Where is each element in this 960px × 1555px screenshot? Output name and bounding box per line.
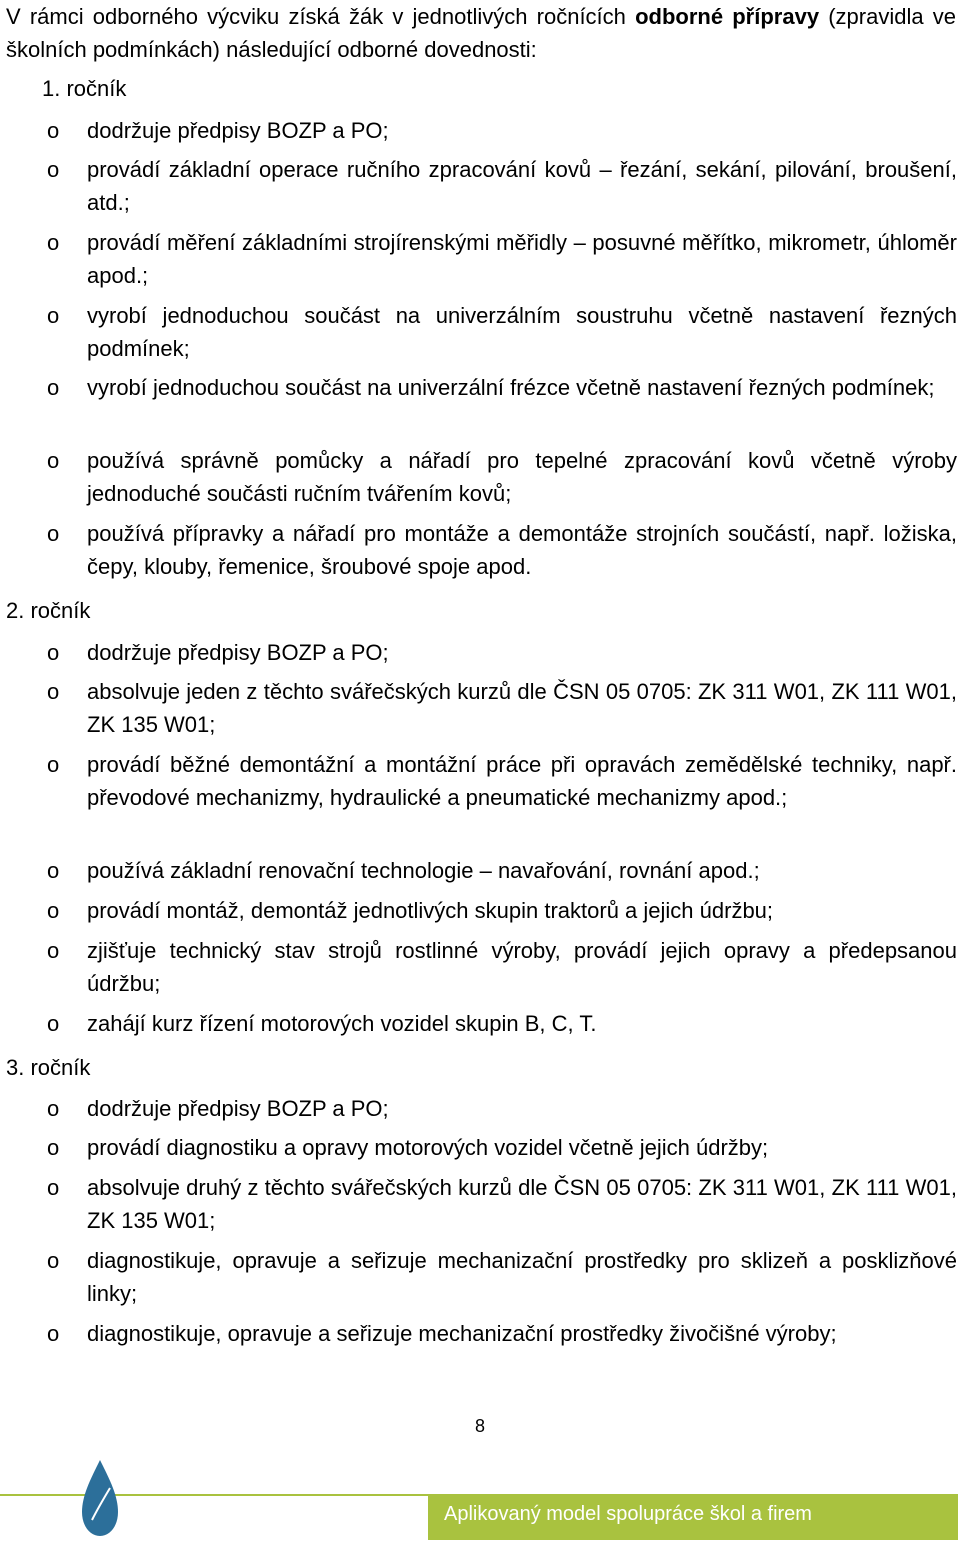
list-item: o používá základní renovační technologie – navařování, rovnání apod.;	[47, 854, 957, 887]
bullet-marker: o	[47, 679, 60, 704]
bullet-marker: o	[47, 521, 60, 546]
list-item: o dodržuje předpisy BOZP a PO;	[47, 636, 957, 669]
list-item: o zjišťuje technický stav strojů rostlinné výroby, provádí jejich opravy a předepsanou údržbu;	[47, 934, 957, 1000]
list-item: o diagnostikuje, opravuje a seřizuje mechanizační prostředky živočišné výroby;	[47, 1317, 957, 1350]
bullet-marker: o	[47, 1175, 60, 1200]
bullet-marker: o	[47, 1135, 60, 1160]
footer-divider	[0, 1494, 428, 1496]
list-item: o zahájí kurz řízení motorových vozidel skupin B, C, T.	[47, 1007, 957, 1040]
list-item: o vyrobí jednoduchou součást na univerzálním soustruhu včetně nastavení řezných podmínek;	[47, 299, 957, 365]
list-item: o provádí měření základními strojírenskými měřidly – posuvné měřítko, mikrometr, úhloměr apod.;	[47, 226, 957, 292]
bullet-marker: o	[47, 938, 60, 963]
list-item: o diagnostikuje, opravuje a seřizuje mechanizační prostředky pro sklizeň a posklizňové linky;	[47, 1244, 957, 1310]
list-item: o provádí diagnostiku a opravy motorových vozidel včetně jejich údržby;	[47, 1131, 957, 1164]
bullet-marker: o	[47, 858, 60, 883]
list-item: o dodržuje předpisy BOZP a PO;	[47, 1092, 957, 1125]
list-item: o používá přípravky a nářadí pro montáže a demontáže strojních součástí, např. ložiska, čepy, klouby, řemenice, šroubové spoje apod.	[47, 517, 957, 583]
bullet-marker: o	[47, 157, 60, 182]
list-item: o vyrobí jednoduchou součást na univerzální frézce včetně nastavení řezných podmínek;	[47, 371, 957, 404]
bullet-marker: o	[47, 230, 60, 255]
bullet-marker: o	[47, 118, 60, 143]
footer-bar	[428, 1494, 958, 1540]
bullet-marker: o	[47, 1096, 60, 1121]
bullet-marker: o	[47, 375, 60, 400]
bullet-marker: o	[47, 1248, 60, 1273]
list-item: o provádí běžné demontážní a montážní práce při opravách zemědělské techniky, např. převodové mechanizmy, hydraulické a pneumatické mechanizmy apod.;	[47, 748, 957, 814]
bullet-marker: o	[47, 1011, 60, 1036]
list-item: o provádí základní operace ručního zpracování kovů – řezání, sekání, pilování, broušení, atd.;	[47, 153, 957, 219]
list-item: o dodržuje předpisy BOZP a PO;	[47, 114, 957, 147]
list-item: o provádí montáž, demontáž jednotlivých skupin traktorů a jejich údržbu;	[47, 894, 957, 927]
list-item: o absolvuje jeden z těchto svářečských kurzů dle ČSN 05 0705: ZK 311 W01, ZK 111 W01, ZK 135 W01;	[47, 675, 957, 741]
bullet-marker: o	[47, 448, 60, 473]
intro-text-before: V rámci odborného výcviku získá žák v jednotlivých ročnících	[6, 4, 636, 29]
list-item: o absolvuje druhý z těchto svářečských kurzů dle ČSN 05 0705: ZK 311 W01, ZK 111 W01, ZK 135 W01;	[47, 1171, 957, 1237]
page-number: 8	[474, 1416, 485, 1436]
list-item: o používá správně pomůcky a nářadí pro tepelné zpracování kovů včetně výroby jednoduché součásti ručním tvářením kovů;	[47, 444, 957, 510]
year-3-heading: 3. ročník	[6, 1055, 91, 1080]
intro-text-bold: odborné přípravy	[635, 4, 820, 29]
footer-text: Aplikovaný model spolupráce škol a firem	[444, 1503, 812, 1525]
year-2-heading: 2. ročník	[6, 598, 91, 623]
bullet-marker: o	[47, 1321, 60, 1346]
year-1-heading: 1. ročník	[42, 76, 127, 101]
bullet-marker: o	[47, 303, 60, 328]
bullet-marker: o	[47, 898, 60, 923]
intro-paragraph	[6, 0, 956, 66]
bullet-marker: o	[47, 640, 60, 665]
bullet-marker: o	[47, 752, 60, 777]
leaf-drop-icon	[80, 1458, 120, 1538]
intro-text-after: (zpravidla ve školních podmínkách) následující odborné dovednosti:	[6, 4, 956, 62]
